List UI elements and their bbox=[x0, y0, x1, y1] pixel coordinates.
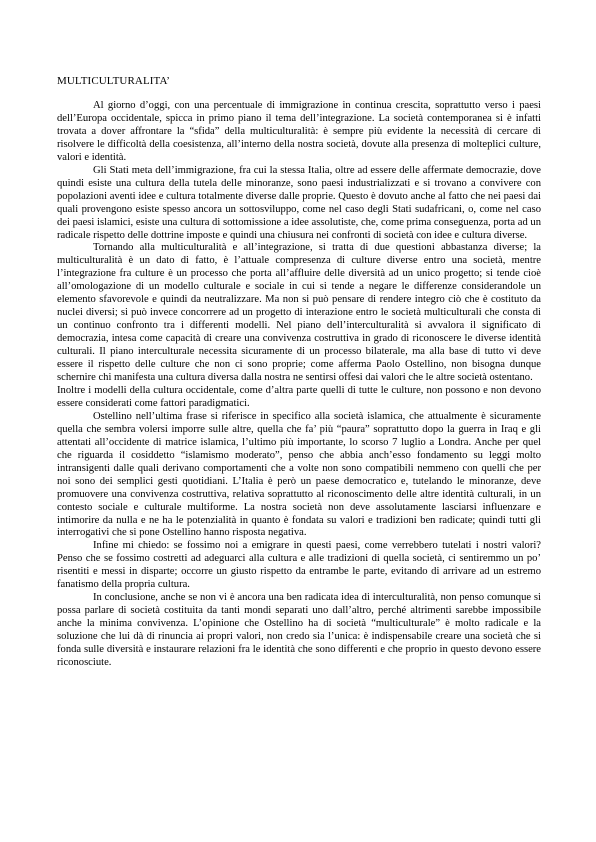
paragraph-question: Infine mi chiedo: se fossimo noi a emigrare in questi paesi, come verrebbero tutelati i nostri valori? Penso che se fossimo costretti ad adeguarci alla cultura e alle tradizioni di quella società, ci sentiremmo un po’ risentiti e messi in disparte; occorre un giusto rispetto da entrambe le parte, evitando di arrivare ad un estremo fanatismo della propria cultura. bbox=[57, 540, 541, 591]
paragraph-immigration-states: Gli Stati meta dell’immigrazione, fra cui la stessa Italia, oltre ad essere delle affermate democrazie, dove quindi esiste una cultura della tutela delle minoranze, sono paesi industrializzati e si trovano a convivere con popolazioni aventi idee e cultura totalmente diverse dalle proprie. Questo è dovuto anche al fatto che nei paesi dai quali provengono esiste spesso ancora un sottosviluppo, come nel caso degli Stati sudafricani, o, come nel caso dei paesi islamici, esiste una cultura di sottomissione a idee assolutiste, che, come prima conseguenza, porta ad un radicale rispetto delle dottrine imposte e quindi una chiusura nei confronti di società con idee e cultura diverse. bbox=[57, 164, 541, 241]
paragraph-conclusion: In conclusione, anche se non vi è ancora una ben radicata idea di interculturalità, non penso comunque si possa parlare di società costituita da tanti mondi separati uno dall’altro, perché altrimenti sarebbe impossibile anche la minima convivenza. L’opinione che Ostellino ha di società “multiculturale” è molto radicale e la soluzione che lui dà di rinuncia ai propri valori, non credo sia l’unica: è indispensabile creare una società che si fonda sulle diversità e instaurare relazioni fra le identità che sono differenti e che proprio in questo devono essere riconosciute. bbox=[57, 592, 541, 668]
paragraph-intro: Al giorno d’oggi, con una percentuale di immigrazione in continua crescita, soprattutto verso i paesi dell’Europa occidentale, spicca in primo piano il tema dell’integrazione. La società contemporanea si è infatti trovata a dover affrontare la “sfida” della multiculturalità: è sempre più evidente la necessità di cercare di risolvere le difficoltà della coesistenza, all’interno della nostra società, dovute alla presenza di molteplici culture, valori e identità. bbox=[57, 100, 541, 163]
paragraph-multiculturality-integration: Tornando alla multiculturalità e all’integrazione, si tratta di due questioni abbastanza diverse; la multiculturalità è un dato di fatto, è l’attuale compresenza di culture diverse entro una società, mentre l’integrazione fra culture è un processo che porta all’affluire delle diversità ad un unico progetto; si tende cioè all’omologazione di un modello culturale e sociale in cui si tende a negare le differenze considerandole un elemento sfavorevole e quindi da neutralizzare. Ma non si può pensare di rendere integro ciò che è costituto da nuclei diversi; si può invece concorrere ad un progetto di interazione entro le società multiculturali che consta di un continuo confronto tra i differenti modelli. Nel piano dell’interculturalità si avvalora il significato di democrazia, intesa come capacità di creare una convivenza costruttiva in grado di riconoscere le diverse identità culturali. Il piano interculturale necessita sicuramente di un processo bilaterale, ma alla base di tutto vi deve essere il rispetto delle culture che non ci sono proprie; come afferma Paolo Ostellino, non bisogna dunque schernire chi manifesta una cultura diversa dalla nostra ne sentirsi offesi dai valori che le altre società ostentano. bbox=[57, 242, 541, 384]
document-body bbox=[57, 100, 541, 670]
paragraph-western-models: Inoltre i modelli della cultura occidentale, come d’altra parte quelli di tutte le culture, non possono e non devono essere considerati come fattori paradigmatici. bbox=[57, 384, 541, 409]
document-title: MULTICULTURALITA’ bbox=[57, 75, 171, 87]
paragraph-islamic-society: Ostellino nell’ultima frase si riferisce in specifico alla società islamica, che attualmente è sicuramente quella che sembra volersi imporre sulle altre, quella che fa’ più “paura” soprattutto dopo la guerra in Iraq e gli attentati all’occidente di matrice islamica, l’ultimo più importante, lo scorso 7 luglio a Londra. Anche per quel che riguarda il cosiddetto “islamismo moderato”, penso che abbia anch’esso fondamento su leggi molto intransigenti dalle quali derivano comportamenti che a volte non sono compatibili nemmeno con quelli che per noi sono dei semplici gesti quotidiani. L’Italia è però un paese democratico e, tutelando le minoranze, deve promuovere una convivenza costruttiva, relativa soprattutto al riconoscimento delle altre identità culturali, in un contesto sociale e culturale multiforme. La nostra società non deve assolutamente lasciarsi influenzare e intimorire da nulla e ne ha le potenzialità in quanto è fondata su valori e tradizioni ben radicate; quindi tutti gli interrogativi che si pone Ostellino hanno risposta negativa. bbox=[57, 410, 541, 539]
